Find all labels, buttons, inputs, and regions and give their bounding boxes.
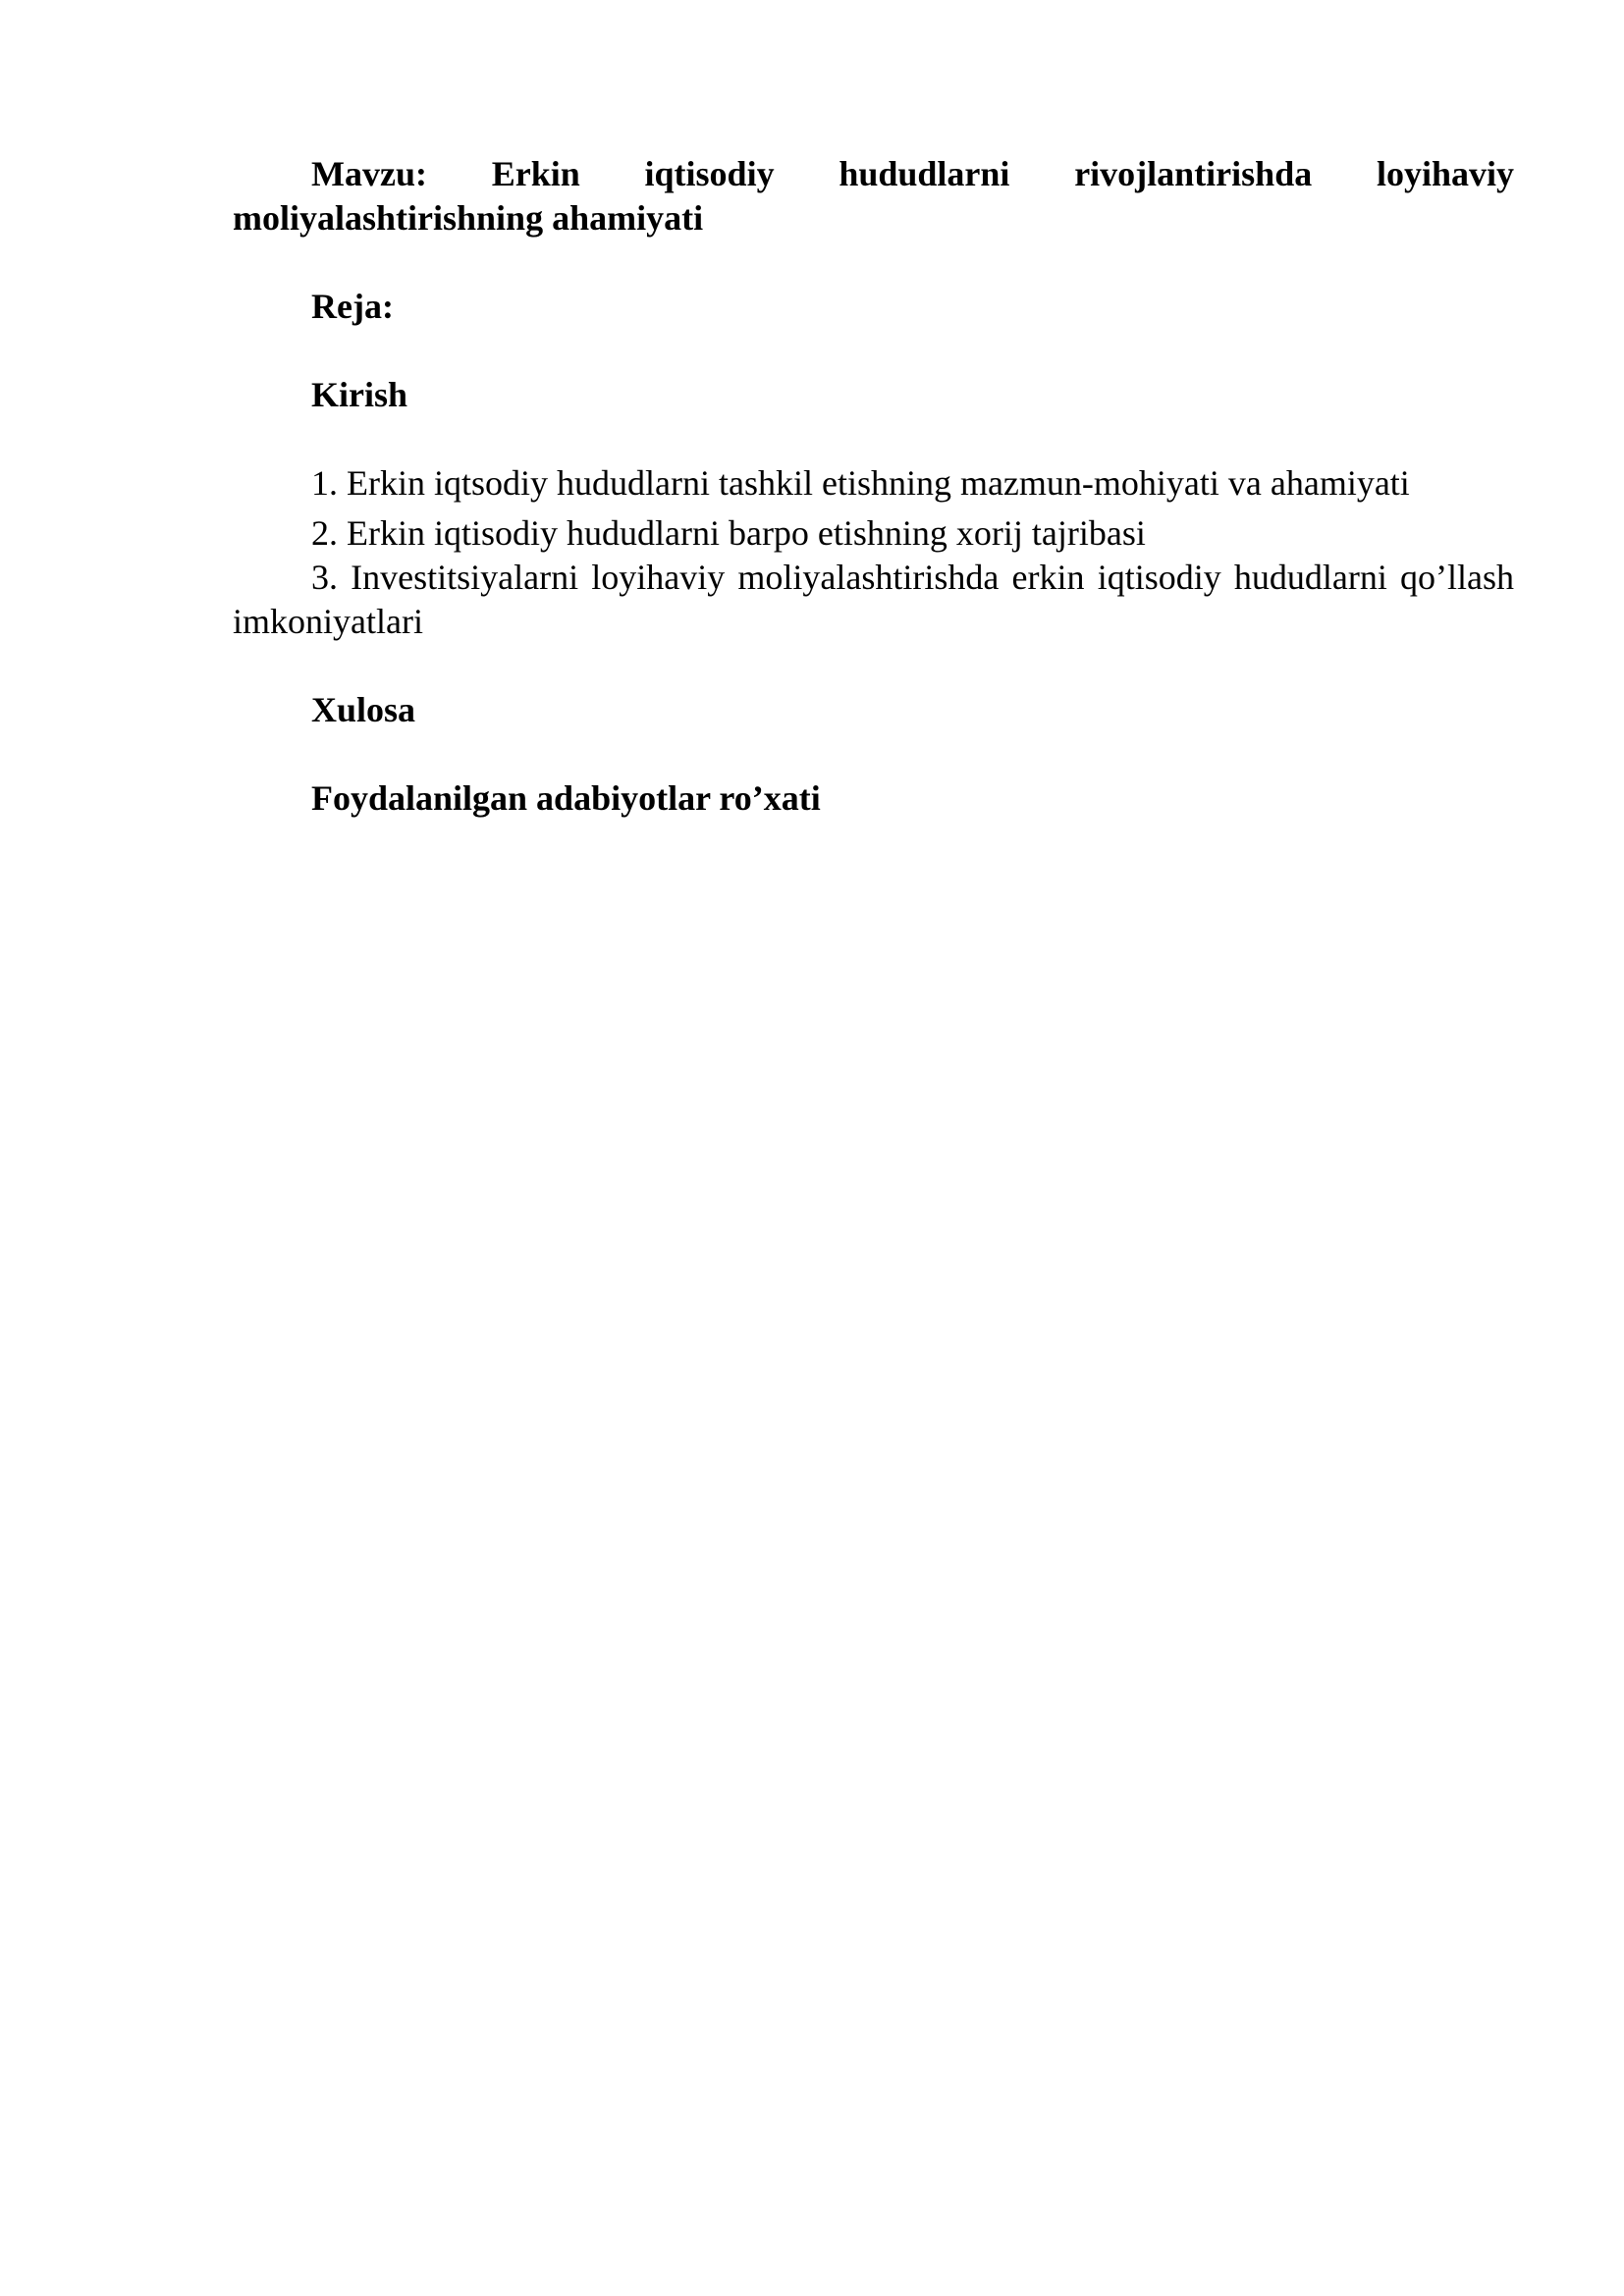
references-heading: Foydalanilgan adabiyotlar ro’xati [311,778,821,818]
intro-heading: Kirish [311,375,408,414]
plan-item-2: 2. Erkin iqtisodiy hududlarni barpo etishning xorij tajribasi [311,513,1146,553]
plan-heading: Reja: [311,287,394,326]
document-title: Mavzu: Erkin iqtisodiy hududlarni rivojlantirishda loyihaviy moliyalashtirishning ahamiyati [233,154,1514,238]
plan-item-3: 3. Investitsiyalarni loyihaviy moliyalashtirishda erkin iqtisodiy hududlarni qo’llash imkoniyatlari [233,558,1514,641]
conclusion-heading: Xulosa [311,690,416,729]
plan-item-1: 1. Erkin iqtsodiy hududlarni tashkil etishning mazmun-mohiyati va ahamiyati [311,463,1410,503]
document-body [233,152,1514,821]
